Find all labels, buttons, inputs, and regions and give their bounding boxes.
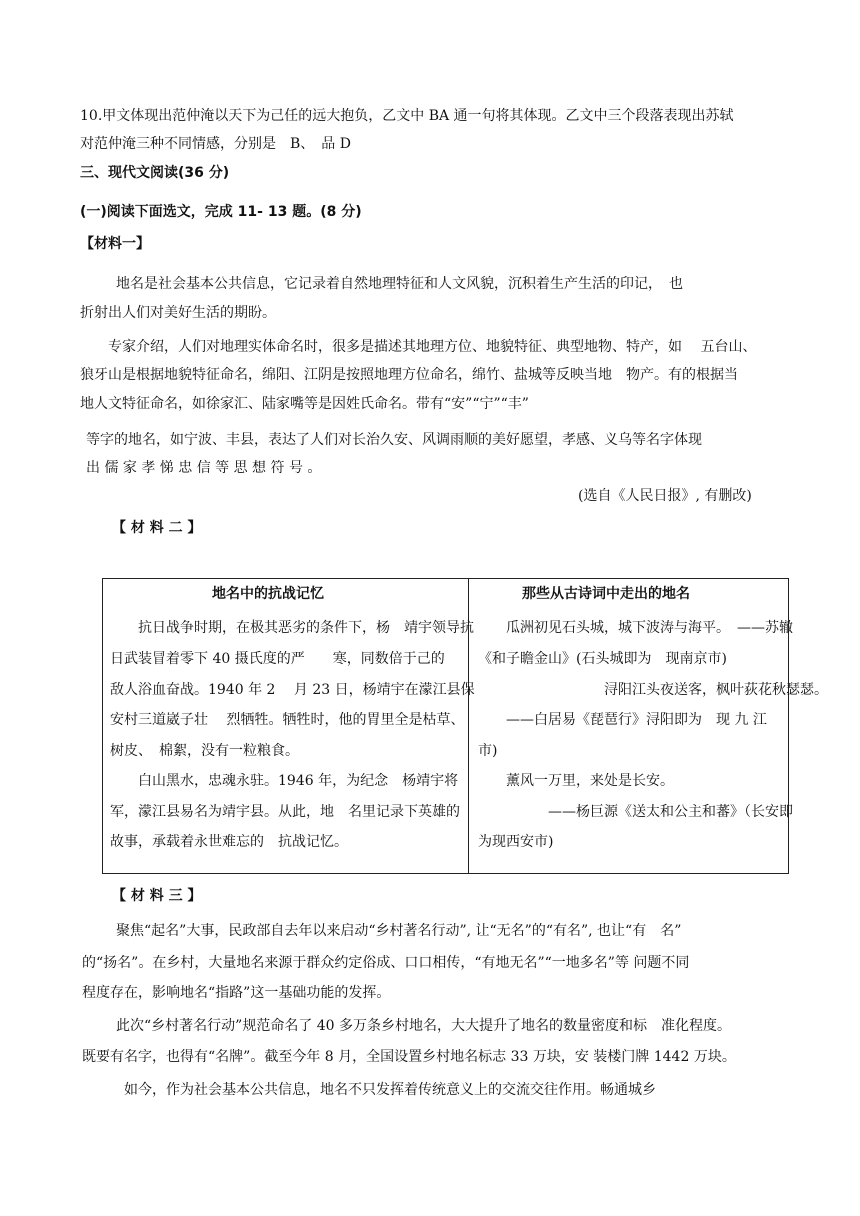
left-line: 安村三道崴子壮 烈牺牲。牺牲时，他的胃里全是枯草、: [110, 712, 465, 728]
left-line: 抗日战争时期，在极其恶劣的条件下，杨 靖宇领导抗: [110, 620, 474, 636]
left-line: 日武装冒着零下 40 摄氏度的严 寒，同数倍于己的: [110, 651, 445, 667]
right-line: 浔阳江头夜送客，枫叶荻花秋瑟瑟。: [478, 682, 828, 698]
subsection-title: (一)阅读下面选文，完成 11- 13 题。(8 分): [80, 204, 362, 220]
material-3-p1-line1: 聚焦“起名”大事，民政部自去年以来启动“乡村著名行动”, 让“无名”的“有名”, 也让“有 名”: [116, 923, 682, 939]
left-line: 白山黑水，忠魂永驻。1946 年，为纪念 杨靖宇将: [110, 773, 459, 789]
left-line: 故事，承载着永世难忘的 抗战记忆。: [110, 834, 348, 850]
question-10-line1: 10.甲文体现出范仲淹以天下为己任的远大抱负，乙文中 BA 通一句将其体现。乙文中三个段落表现出苏轼: [80, 108, 734, 124]
right-column-title: 那些从古诗词中走出的地名: [522, 586, 690, 602]
material-1-p2-line2: 狼牙山是根据地貌特征命名，绵阳、江阴是按照地理方位命名，绵竹、盐城等反映当地 物产。有的根据当: [80, 367, 738, 383]
material-1-p2-line4: 等字的地名，如宁波、丰县，表达了人们对长治久安、风调雨顺的美好愿望，孝感、义乌等名字体现: [86, 432, 702, 448]
material-3-p3-line1: 如今，作为社会基本公共信息，地名不只发挥着传统意义上的交流交往作用。畅通城乡: [124, 1082, 656, 1098]
right-line: 《和子瞻金山》(石头城即为 现南京市): [478, 651, 727, 667]
material-3-p2-line2: 既要有名字，也得有“名牌”。截至今年 8 月，全国设置乡村地名标志 33 万块，安 装楼门牌 1442 万块。: [82, 1049, 736, 1065]
question-10-line2: 对范仲淹三种不同情感，分别是 B、 品 D: [80, 136, 351, 152]
material-1-p2-line3: 地人文特征命名，如徐家汇、陆家嘴等是因姓氏命名。带有“安”“宁”“丰”: [80, 396, 529, 412]
material-2-label: 【 材 料 二 】: [112, 520, 202, 536]
left-column-title: 地名中的抗战记忆: [212, 586, 324, 602]
left-line: 军，濛江县易名为靖宇县。从此，地 名里记录下英雄的: [110, 804, 460, 820]
right-line: 为现西安市): [478, 834, 554, 850]
material-3-p2-line1: 此次“乡村著名行动”规范命名了 40 多万条乡村地名，大大提升了地名的数量密度和标 准化程度。: [116, 1018, 732, 1034]
right-line: ——杨巨源《送太和公主和蕃》（长安即: [478, 804, 793, 820]
right-line: 薰风一万里，来处是长安。: [478, 773, 674, 789]
material-3-p1-line3: 程度存在，影响地名“指路”这一基础功能的发挥。: [82, 985, 391, 1001]
material-1-p1-line2: 折射出人们对美好生活的期盼。: [80, 305, 276, 321]
material-1-label: 【材料一】: [80, 236, 150, 252]
section-3-title: 三、现代文阅读(36 分): [80, 165, 230, 181]
left-line: 树皮、 棉絮，没有一粒粮食。: [110, 743, 299, 759]
right-line: 瓜洲初见石头城，城下波涛与海平。 ——苏辙: [478, 620, 793, 636]
material-1-p2-line1: 专家介绍，人们对地理实体命名时，很多是描述其地理方位、地貌特征、典型地物、特产，如 五台山、: [108, 339, 757, 355]
right-line: 市): [478, 743, 498, 759]
material-3-p1-line2: 的“扬名”。在乡村，大量地名来源于群众约定俗成、口口相传，“有地无名”“一地多名”等 问题不同: [82, 955, 690, 971]
right-line: ——白居易《琵琶行》浔阳即为 现 九 江: [478, 712, 767, 728]
material-1-p2-line5: 出 儒 家 孝 悌 忠 信 等 思 想 符 号 。: [86, 460, 322, 476]
material-3-label: 【 材 料 三 】: [112, 888, 202, 904]
material-1-source: (选自《人民日报》, 有删改): [578, 488, 752, 504]
left-line: 敌人浴血奋战。1940 年 2 月 23 日，杨靖宇在濛江县保: [110, 682, 475, 698]
material-1-p1-line1: 地名是社会基本公共信息，它记录着自然地理特征和人文风貌，沉积着生产生活的印记， 也: [116, 276, 683, 292]
